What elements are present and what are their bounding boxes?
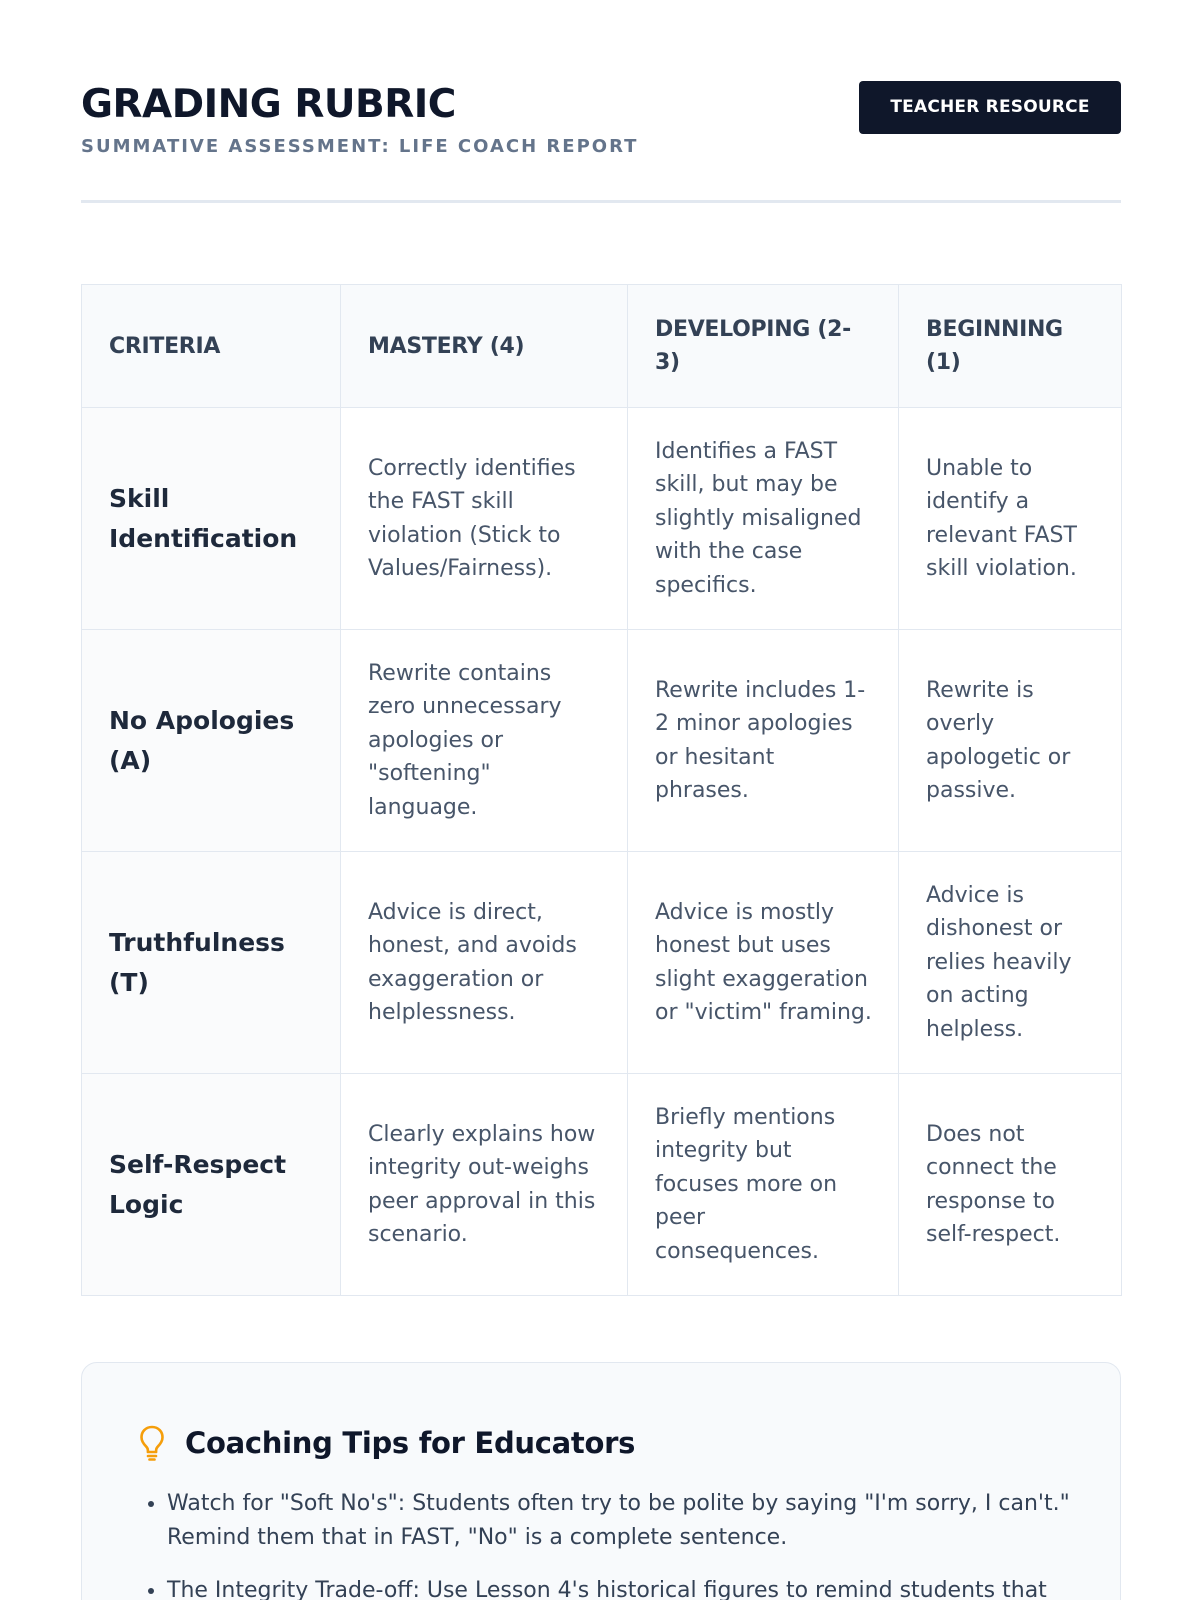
coaching-tips-title: Coaching Tips for Educators [185, 1426, 636, 1460]
mastery-cell: Advice is direct, honest, and avoids exaggeration or helplessness. [341, 852, 628, 1074]
list-item: • Watch for "Soft No's": Students often try to be polite by saying "I'm sorry, I can't." Remind them that in FAST, "No" is a complete sentence. [167, 1487, 1097, 1554]
coaching-tips-list [139, 1487, 1097, 1600]
teacher-resource-badge: TEACHER RESOURCE [859, 81, 1121, 134]
beginning-cell: Does not connect the response to self-respect. [899, 1074, 1122, 1296]
column-header-developing: DEVELOPING (2-3) [628, 285, 899, 408]
criteria-cell: Self-Respect Logic [82, 1074, 341, 1296]
mastery-cell: Correctly identifies the FAST skill violation (Stick to Values/Fairness). [341, 408, 628, 630]
lightbulb-icon [139, 1425, 165, 1461]
criteria-cell: No Apologies (A) [82, 630, 341, 852]
beginning-cell: Rewrite is overly apologetic or passive. [899, 630, 1122, 852]
table-row [82, 408, 1122, 630]
table-row [82, 852, 1122, 1074]
page-header [81, 0, 1121, 203]
column-header-mastery: MASTERY (4) [341, 285, 628, 408]
developing-cell: Rewrite includes 1-2 minor apologies or hesitant phrases. [628, 630, 899, 852]
criteria-cell: Truthfulness (T) [82, 852, 341, 1074]
developing-cell: Advice is mostly honest but uses slight exaggeration or "victim" framing. [628, 852, 899, 1074]
list-item: • The Integrity Trade-off: Use Lesson 4's historical figures to remind students that [167, 1574, 1097, 1600]
beginning-cell: Advice is dishonest or relies heavily on acting helpless. [899, 852, 1122, 1074]
column-header-beginning: BEGINNING (1) [899, 285, 1122, 408]
developing-cell: Identifies a FAST skill, but may be slightly misaligned with the case specifics. [628, 408, 899, 630]
mastery-cell: Rewrite contains zero unnecessary apologies or "softening" language. [341, 630, 628, 852]
page-title: GRADING RUBRIC [81, 82, 456, 127]
coaching-tips-panel [81, 1362, 1121, 1600]
rubric-table [81, 284, 1122, 1296]
coaching-tips-header [139, 1421, 635, 1465]
mastery-cell: Clearly explains how integrity out-weighs peer approval in this scenario. [341, 1074, 628, 1296]
table-row [82, 1074, 1122, 1296]
page-subtitle: SUMMATIVE ASSESSMENT: LIFE COACH REPORT [81, 136, 639, 157]
rubric-page [81, 0, 1121, 1600]
table-row [82, 630, 1122, 852]
column-header-criteria: CRITERIA [82, 285, 341, 408]
criteria-cell: Skill Identification [82, 408, 341, 630]
rubric-header-row [82, 285, 1122, 408]
developing-cell: Briefly mentions integrity but focuses more on peer consequences. [628, 1074, 899, 1296]
beginning-cell: Unable to identify a relevant FAST skill violation. [899, 408, 1122, 630]
